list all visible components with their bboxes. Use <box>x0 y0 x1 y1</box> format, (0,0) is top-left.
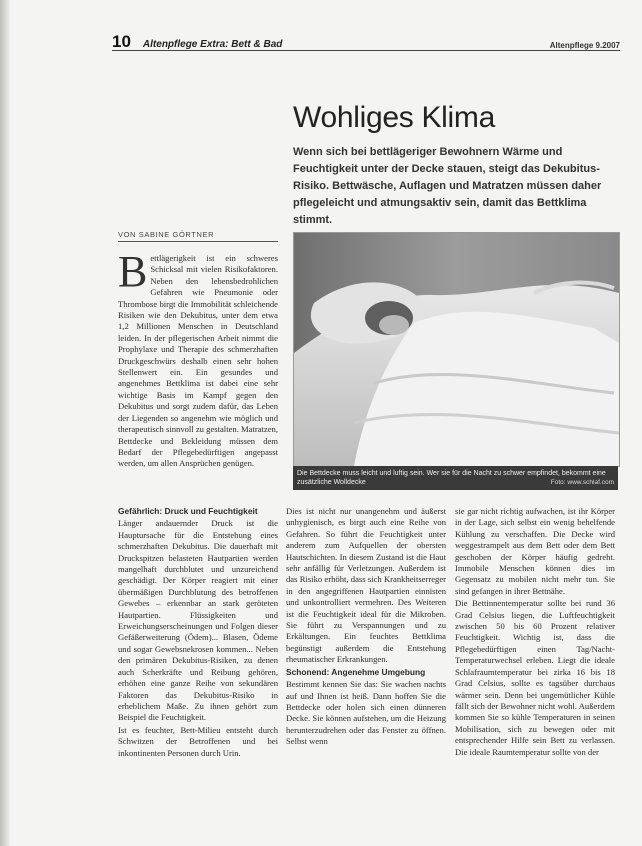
drop-cap: B <box>118 247 148 296</box>
article-column-1 <box>118 506 278 846</box>
article-title: Wohliges Klima <box>293 101 495 134</box>
intro-column <box>118 247 278 470</box>
paragraph: Dies ist nicht nur unangenehm und äußerst unhygienisch, es birgt auch eine Reihe von Gefahren. So führt die Feuchtigkeit unter anderem zum Aufquellen der obersten Hautschichten. In diesem Zustand ist die Haut sehr anfällig für Verletzungen. Außerdem ist das Risiko erhöht, dass sich Krankheitserreger in den angegriffenen Hautpartien einnisten und unkontrolliert vermehren. Des Weiteren ist die Feuchtigkeit ideal für die Mikroben. Sie führt zu Verspannungen und zu Erkältungen. Ein feuchtes Bettklima begünstigt außerdem die Entstehung rheumatischer Erkrankungen. <box>286 506 446 665</box>
article-lead: Wenn sich bei bettlägeriger Bewohnern Wärme und Feuchtigkeit unter der Decke stauen, steigt das Dekubitus-Risiko. Bettwäsche, Auflagen und Matratzen müssen daher pflegeleicht und atmungsaktiv sein, damit das Bettklima stimmt. <box>293 146 602 226</box>
intro-paragraph: ettlägerigkeit ist ein schweres Schicksal mit vielen Risikofaktoren. Neben den lebensbedrohlichen Gefahren wie Pneumonie oder Thrombose birgt die Immobilität schleichende Risiken wie den Dekubitus, unter dem etwa 1,2 Millionen Menschen in Deutschland leiden. In der pflegerischen Arbeit nimmt die Prophylaxe und Therapie des schmerzhaften Druckgeschwürs deshalb einen sehr hohen Stellenwert ein. Ein gesundes und angenehmes Bettklima ist dabei eine sehr wichtige Basis im Kampf gegen den Dekubitus und sorgt zudem dafür, das Leben der Liegenden so angenehm wie möglich und therapeutisch sinnvoll zu gestalten. Matratzen, Bettdecke und Bekleidung müssen dem Bedarf der Pflegebedürftigen angepasst werden, um allen Ansprüchen genügen. <box>118 253 278 469</box>
photo-caption-box <box>293 466 618 490</box>
paragraph: Bestimmt kennen Sie das: Sie wachen nachts auf und Ihnen ist heiß. Dann hoffen Sie die Bettdecke oder holen sich einen dünneren Decke. Sie können aufstehen, um die Heizung herunterzudrehen oder das Fenster zu öffnen. Selbst wenn <box>286 679 446 747</box>
page-number: 10 <box>112 32 131 51</box>
article-photo <box>293 232 620 467</box>
article-column-2 <box>286 506 446 846</box>
photo-credit: Foto: www.schlaf.com <box>550 479 614 486</box>
subheading-umgebung: Schonend: Angenehme Umgebung <box>286 666 426 677</box>
subheading-druck: Gefährlich: Druck und Feuchtigkeit <box>118 506 258 516</box>
article-column-3 <box>455 506 615 846</box>
issue-label: Altenpflege 9.2007 <box>549 41 620 50</box>
section-title: Altenpflege Extra: Bett & Bad <box>142 39 283 50</box>
bed-photo-image <box>294 233 619 466</box>
paragraph: sie gar nicht richtig aufwachen, ist ihr Körper in der Lage, sich selbst ein wenig behelfende Kühlung zu verschaffen. Die Decke wird weggestrampelt aus dem Bett oder dem Bett geschoben der Körper häufig gedreht. Immobile Menschen können dies im Gegensatz zu mobilen nicht mehr tun. Sie sind gefangen in ihrer Bettnähe. <box>455 506 615 596</box>
header-left <box>112 33 282 50</box>
paragraph: Die Bettinnentemperatur sollte bei rund 36 Grad Celsius liegen, die Luftfeuchtigkeit zwischen 50 bis 60 Prozent relativer Feuchtigkeit. Wichtig ist, dass die Pflegebedürftigen einen Tag/Nacht-Temperaturwechsel erleben. Liegt die ideale Schlafraumtemperatur bei zirka 16 bis 18 Grad Celsius, sollte es tagsüber durchaus wärmer sein. Denn bei ungemütlicher Kühle fällt sich der Bewohner nicht wohl. Außerdem kommen Sie so kühle Temperaturen in seinen Mobilisation, sich zu bewegen oder mit entsprechender Hilfe sein Bett zu verlassen. Die ideale Raumtemperatur sollte von der <box>455 598 615 757</box>
paragraph: Länger andauernder Druck ist die Hauptursache für die Entstehung eines schmerzhaften Dekubitus. Die dauerhaft mit Druckspitzen belasteten Hautpartien werden mangelhaft durchblutet und unzureichend geschädigt. Der Körper reagiert mit einer übermäßigen Durchblutung des betroffenen Gewebes – erkennbar an stark geröteten Hautpartien. Flüssigkeiten und Erweichungserscheinungen und Folgen dieser Gefäßerweiterung (Ödem)... Blasen, Ödeme und sogar Gewebsnekrosen kommen... Neben den primären Dekubitus-Risiken, zu denen auch Scherkräfte und Reibung gehören, erhöhen eine ganze Reihe von sekundären Faktoren das Dekubitus-Risiko in erheblichem Maße. Zu ihnen gehört zum Beispiel die Feuchtigkeit. <box>118 518 278 723</box>
photo-caption: Die Bettdecke muss leicht und luftig sein. Wer sie für die Nacht zu schwer empfindet, bekommt eine zusätzliche Wolldecke <box>297 470 606 486</box>
author-byline: VON SABINE GÖRTNER <box>118 230 278 242</box>
paragraph: Ist es feuchter, Bett-Milieu entsteht durch Schwitzen der Betroffenen und bei inkontinenten Personen durch Urin. <box>118 724 278 758</box>
page-header <box>112 34 620 51</box>
